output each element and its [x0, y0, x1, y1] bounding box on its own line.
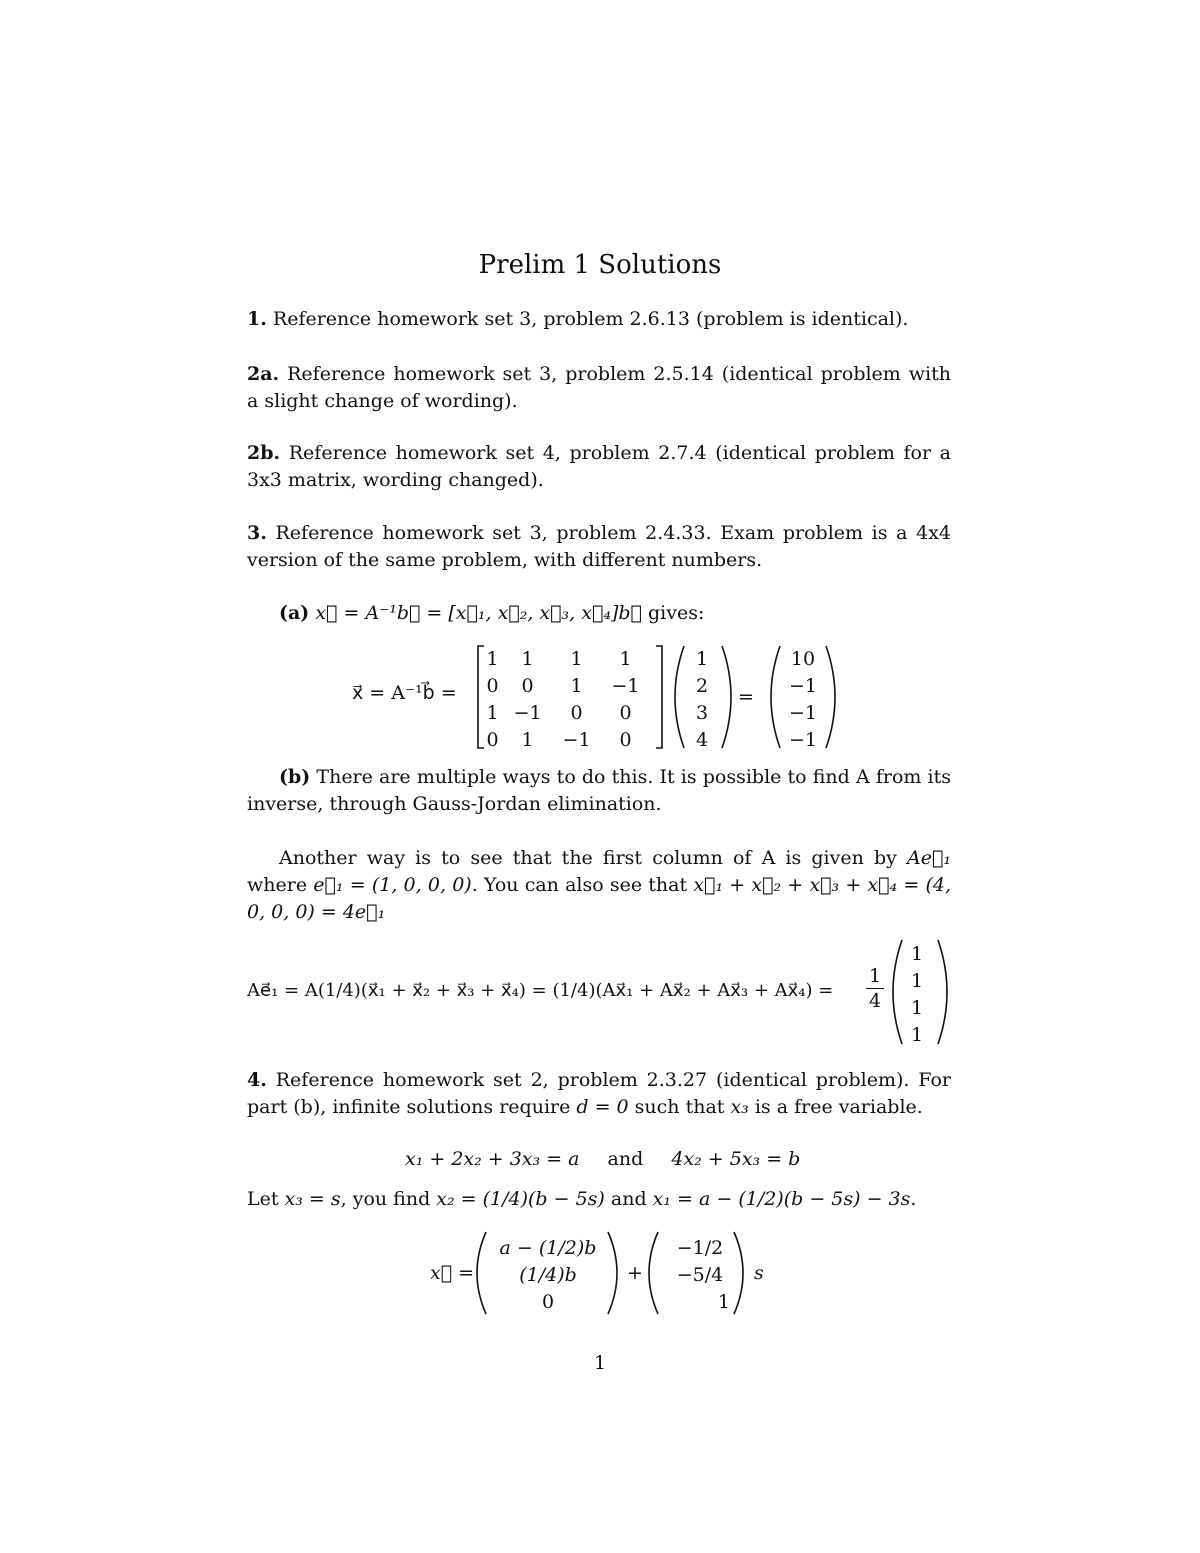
matrix-cell: 0 [486, 728, 499, 751]
vector-cell: 1 [910, 1023, 924, 1046]
inline-math: d = 0 [576, 1096, 629, 1118]
part-text: gives: [641, 602, 705, 624]
matrix-cell: 0 [486, 674, 499, 697]
text-run: , you find [340, 1188, 437, 1210]
matrix-cell: 1 [619, 647, 632, 670]
text-run: and [604, 1188, 653, 1210]
vector-b [690, 645, 714, 753]
matrix-cell: 0 [521, 674, 534, 697]
vector-cell: 1 [717, 1290, 730, 1313]
vector-cell: −5/4 [676, 1263, 724, 1286]
part-label: (b) [279, 766, 311, 788]
inline-math: x₂ = (1/4)(b − 5s) [436, 1188, 605, 1210]
vector-cell: (1/4)b [519, 1263, 577, 1286]
inline-math: x₃ = s [284, 1188, 341, 1210]
vector-cell: −1 [788, 701, 817, 724]
equals-sign: = [738, 686, 754, 708]
matrix-row [482, 699, 650, 726]
vector-cell: −1 [788, 728, 817, 751]
problem-3 [247, 520, 951, 574]
vector-cell: 1 [910, 996, 924, 1019]
inline-math: e⃗₁ = (1, 0, 0, 0) [313, 874, 472, 896]
page-title: Prelim 1 Solutions [478, 250, 722, 280]
particular-solution-vector [492, 1234, 604, 1315]
matrix-row [482, 672, 650, 699]
problem-text: Reference homework set 3, problem 2.4.33. Exam problem is a 4x4 version of the same problem, with different numbers. [247, 522, 952, 571]
plus-sign: + [627, 1262, 643, 1284]
problem-text: Reference homework set 3, problem 2.5.14 (identical problem with a slight change of wording). [247, 363, 951, 412]
inline-math: x⃗₁ + x⃗₂ + x⃗₃ + x⃗₄ = (4, 0, 0, 0) = 4e⃗₁ [247, 874, 951, 923]
result-left-paren [771, 646, 780, 748]
inline-math: x⃗ = A⁻¹b⃗ = [x⃗₁, x⃗₂, x⃗₃, x⃗₄]b⃗ [315, 602, 642, 624]
problem-text: Reference homework set 3, problem 2.6.13 (problem is identical). [272, 308, 909, 330]
problem-3a [247, 600, 951, 627]
inline-math: Ae⃗₁ [907, 847, 951, 869]
fraction-one-quarter [866, 964, 884, 1013]
matrix-cell: −1 [611, 674, 640, 697]
text-run: where [247, 874, 314, 896]
vector-left-paren [893, 940, 902, 1044]
matrix-cell: 1 [570, 647, 583, 670]
result-vector [784, 645, 822, 753]
matrix-row [482, 726, 650, 753]
matrix-cell: −1 [562, 728, 591, 751]
vector-cell: 1 [695, 647, 709, 670]
matrix-cell: 1 [486, 647, 499, 670]
vector-cell: 3 [695, 701, 709, 724]
vector-right-paren [734, 1232, 743, 1314]
equation-right: 4x₂ + 5x₃ = b [671, 1148, 801, 1170]
vector-cell: 1 [910, 969, 924, 992]
problem-label: 3. [247, 522, 267, 544]
equation-ae1: Ae⃗₁ = A(1/4)(x⃗₁ + x⃗₂ + x⃗₃ + x⃗₄) = (1/4)(Ax⃗₁ + Ax⃗₂ + Ax⃗₃ + Ax⃗₄) = [247, 980, 834, 1001]
page-number: 1 [593, 1352, 607, 1374]
text-run: Let [247, 1188, 285, 1210]
matrix-cell: 0 [619, 728, 632, 751]
matrix-cell: 1 [521, 728, 534, 751]
fraction-numerator: 1 [868, 965, 882, 987]
matrix-cell: −1 [513, 701, 542, 724]
part-label: (a) [279, 602, 310, 624]
vector-cell: 1 [910, 942, 924, 965]
vector-cell: 10 [790, 647, 816, 670]
matrix-cell: 1 [570, 674, 583, 697]
text-run: . You can also see that [471, 874, 694, 896]
matrix-right-bracket [656, 646, 662, 748]
text-run: . [910, 1188, 917, 1210]
vector-right-paren [608, 1232, 617, 1314]
problem-text: Reference homework set 4, problem 2.7.4 (identical problem for a 3x3 matrix, wording changed). [247, 442, 952, 491]
problem-label: 1. [247, 308, 267, 330]
vector-right-paren [722, 646, 731, 748]
equation-system [405, 1148, 800, 1170]
text-run: Reference homework set 2, problem 2.3.27 (identical problem). For part (b), infinite solutions require [247, 1069, 951, 1118]
parameter-s: s [754, 1262, 764, 1284]
equation-lhs: x⃗ = [430, 1262, 475, 1284]
matrix-a-inverse [482, 645, 650, 753]
problem-label: 2b. [247, 442, 281, 464]
vector-left-paren [649, 1232, 658, 1314]
vector-left-paren [477, 1232, 486, 1314]
problem-4-let [247, 1186, 951, 1213]
problem-3b [247, 764, 951, 818]
problem-1 [247, 306, 951, 333]
direction-vector [670, 1234, 730, 1315]
inline-math: x₁ = a − (1/2)(b − 5s) − 3s [652, 1188, 911, 1210]
ones-vector [905, 940, 929, 1048]
matrix-cell: 0 [570, 701, 583, 724]
vector-cell: 0 [541, 1290, 555, 1313]
fraction-denominator: 4 [866, 988, 884, 1013]
problem-label: 4. [247, 1069, 267, 1091]
text-run: Another way is to see that the first column of A is given by [279, 847, 908, 869]
matrix-cell: 1 [521, 647, 534, 670]
problem-3b-continued [247, 845, 951, 926]
vector-cell: 2 [695, 674, 709, 697]
vector-cell: −1 [788, 674, 817, 697]
part-text: There are multiple ways to do this. It is possible to find A from its inverse, through Gauss-Jordan elimination. [247, 766, 951, 815]
vector-cell: 4 [695, 728, 709, 751]
result-right-paren [826, 646, 835, 748]
vector-cell: a − (1/2)b [499, 1236, 597, 1259]
equation-and: and [607, 1148, 644, 1170]
matrix-row [482, 645, 650, 672]
problem-2b [247, 440, 951, 494]
problem-4 [247, 1067, 951, 1121]
vector-right-paren [938, 940, 947, 1044]
matrix-cell: 1 [486, 701, 499, 724]
vector-left-paren [675, 646, 684, 748]
text-run: such that [628, 1096, 731, 1118]
problem-label: 2a. [247, 363, 280, 385]
text-run: is a free variable. [748, 1096, 923, 1118]
equation-left: x₁ + 2x₂ + 3x₃ = a [405, 1148, 580, 1170]
vector-cell: −1/2 [676, 1236, 724, 1259]
inline-math: x₃ [730, 1096, 749, 1118]
equation-lhs: x⃗ = A⁻¹b⃗ = [352, 682, 457, 704]
matrix-cell: 0 [619, 701, 632, 724]
problem-2a [247, 361, 951, 415]
